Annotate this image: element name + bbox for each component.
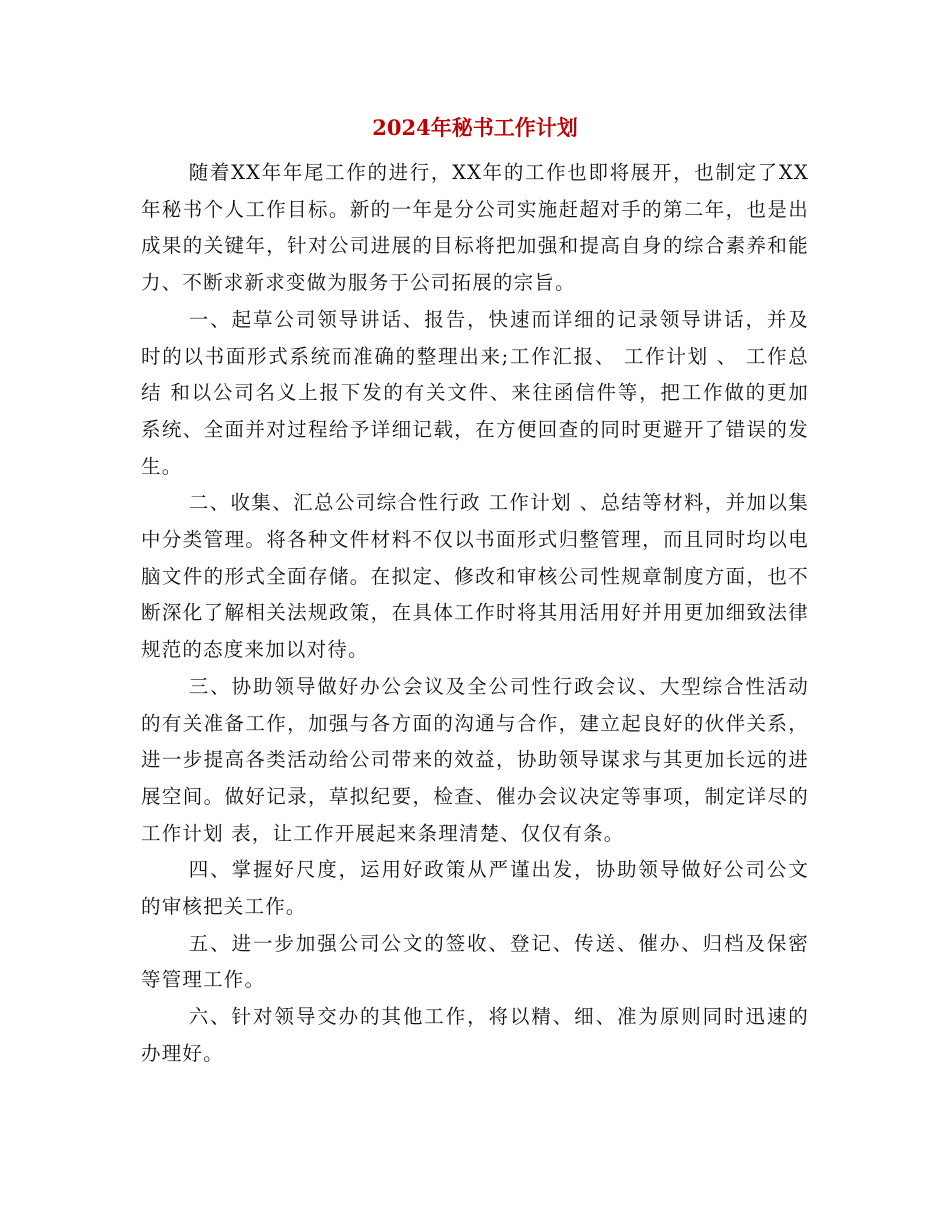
paragraph-intro: 随着XX年年尾工作的进行，XX年的工作也即将展开，也制定了XX年秘书个人工作目标。新的一年是分公司实施赶超对手的第二年，也是出成果的关键年，针对公司进展的目标将把加强和提高自身的综合素养和能力、不断求新求变做为服务于公司拓展的宗旨。 — [141, 161, 809, 295]
paragraph-item-1: 一、起草公司领导讲话、报告，快速而详细的记录领导讲话，并及时的以书面形式系统而准确的整理出来;工作汇报、 工作计划 、 工作总结 和以公司名义上报下发的有关文件、来往函信件等，把工作做的更加系统、全面并对过程给予详细记载，在方便回查的同时更避开了错误的发生。 — [141, 307, 809, 478]
paragraph-item-3: 三、协助领导做好办公会议及全公司性行政会议、大型综合性活动的有关准备工作，加强与各方面的沟通与合作，建立起良好的伙伴关系，进一步提高各类活动给公司带来的效益，协助领导谋求与其更加长远的进展空间。做好记录，草拟纪要，检查、催办会议决定等事项，制定详尽的 工作计划 表，让工作开展起来条理清楚、仅仅有条。 — [141, 674, 809, 845]
paragraph-item-6: 六、针对领导交办的其他工作，将以精、细、准为原则同时迅速的办理好。 — [141, 1005, 809, 1065]
paragraph-item-5: 五、进一步加强公司公文的签收、登记、传送、催办、归档及保密等管理工作。 — [141, 931, 809, 992]
paragraph-item-4: 四、掌握好尺度，运用好政策从严谨出发，协助领导做好公司公文的审核把关工作。 — [141, 858, 809, 919]
document-title: 2024年秘书工作计划 — [372, 115, 578, 140]
document-body — [141, 155, 809, 1073]
paragraph-item-2: 二、收集、汇总公司综合性行政 工作计划 、总结等材料，并加以集中分类管理。将各种文件材料不仅以书面形式归整管理，而且同时均以电脑文件的形式全面存储。在拟定、修改和审核公司性规章制度方面，也不断深化了解相关法规政策，在具体工作时将其用活用好并用更加细致法律规范的态度来加以对待。 — [141, 491, 809, 662]
